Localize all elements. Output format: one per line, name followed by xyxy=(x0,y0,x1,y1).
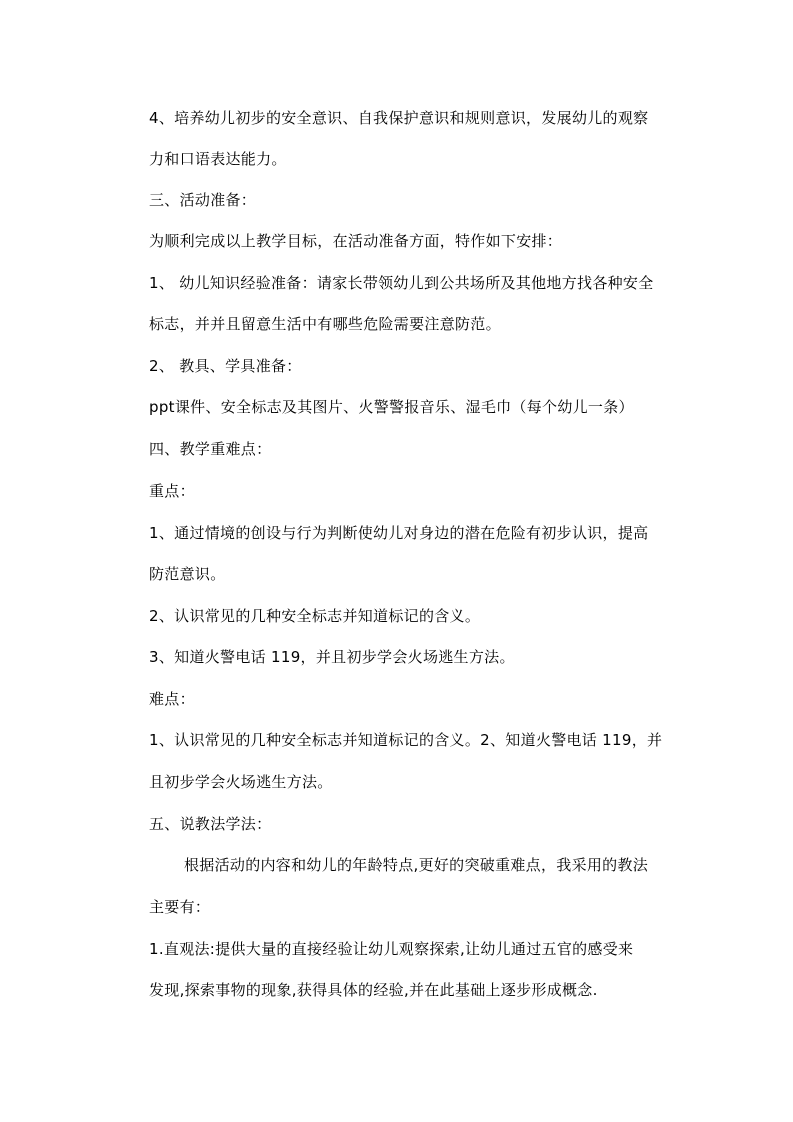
text-line: 1、 幼儿知识经验准备：请家长带领幼儿到公共场所及其他地方找各种安全 xyxy=(149,274,654,292)
section-heading: 四、教学重难点： xyxy=(149,440,272,458)
text-line: ppt课件、安全标志及其图片、火警警报音乐、湿毛巾（每个幼儿一条） xyxy=(149,398,634,416)
text-line: 为顺利完成以上教学目标，在活动准备方面，特作如下安排： xyxy=(149,232,563,250)
text-line: 3、知道火警电话 119，并且初步学会火场逃生方法。 xyxy=(149,648,515,666)
text-line: 标志，并并且留意生活中有哪些危险需要注意防范。 xyxy=(149,315,501,333)
text-line: 1.直观法:提供大量的直接经验让幼儿观察探索,让幼儿通过五官的感受来 xyxy=(149,940,634,958)
text-line: 1、通过情境的创设与行为判断使幼儿对身边的潜在危险有初步认识，提高 xyxy=(149,524,649,542)
text-line: 发现,探索事物的现象,获得具体的经验,并在此基础上逐步形成概念. xyxy=(149,981,598,999)
text-line: 主要有： xyxy=(149,898,211,916)
text-line: 重点： xyxy=(149,482,195,500)
text-line: 且初步学会火场逃生方法。 xyxy=(149,773,333,791)
text-line: 1、认识常见的几种安全标志并知道标记的含义。2、知道火警电话 119，并 xyxy=(149,731,663,749)
text-line: 防范意识。 xyxy=(149,565,226,583)
text-line: 力和口语表达能力。 xyxy=(149,150,287,168)
text-line: 2、 教具、学具准备： xyxy=(149,357,302,375)
text-line: 2、认识常见的几种安全标志并知道标记的含义。 xyxy=(149,607,481,625)
text-line: 难点： xyxy=(149,690,195,708)
text-line: 根据活动的内容和幼儿的年龄特点,更好的突破重难点，我采用的教法 xyxy=(184,856,649,874)
text-line: 4、培养幼儿初步的安全意识、自我保护意识和规则意识，发展幼儿的观察 xyxy=(149,109,649,127)
section-heading: 五、说教法学法： xyxy=(149,815,272,833)
section-heading: 三、活动准备： xyxy=(149,191,257,209)
